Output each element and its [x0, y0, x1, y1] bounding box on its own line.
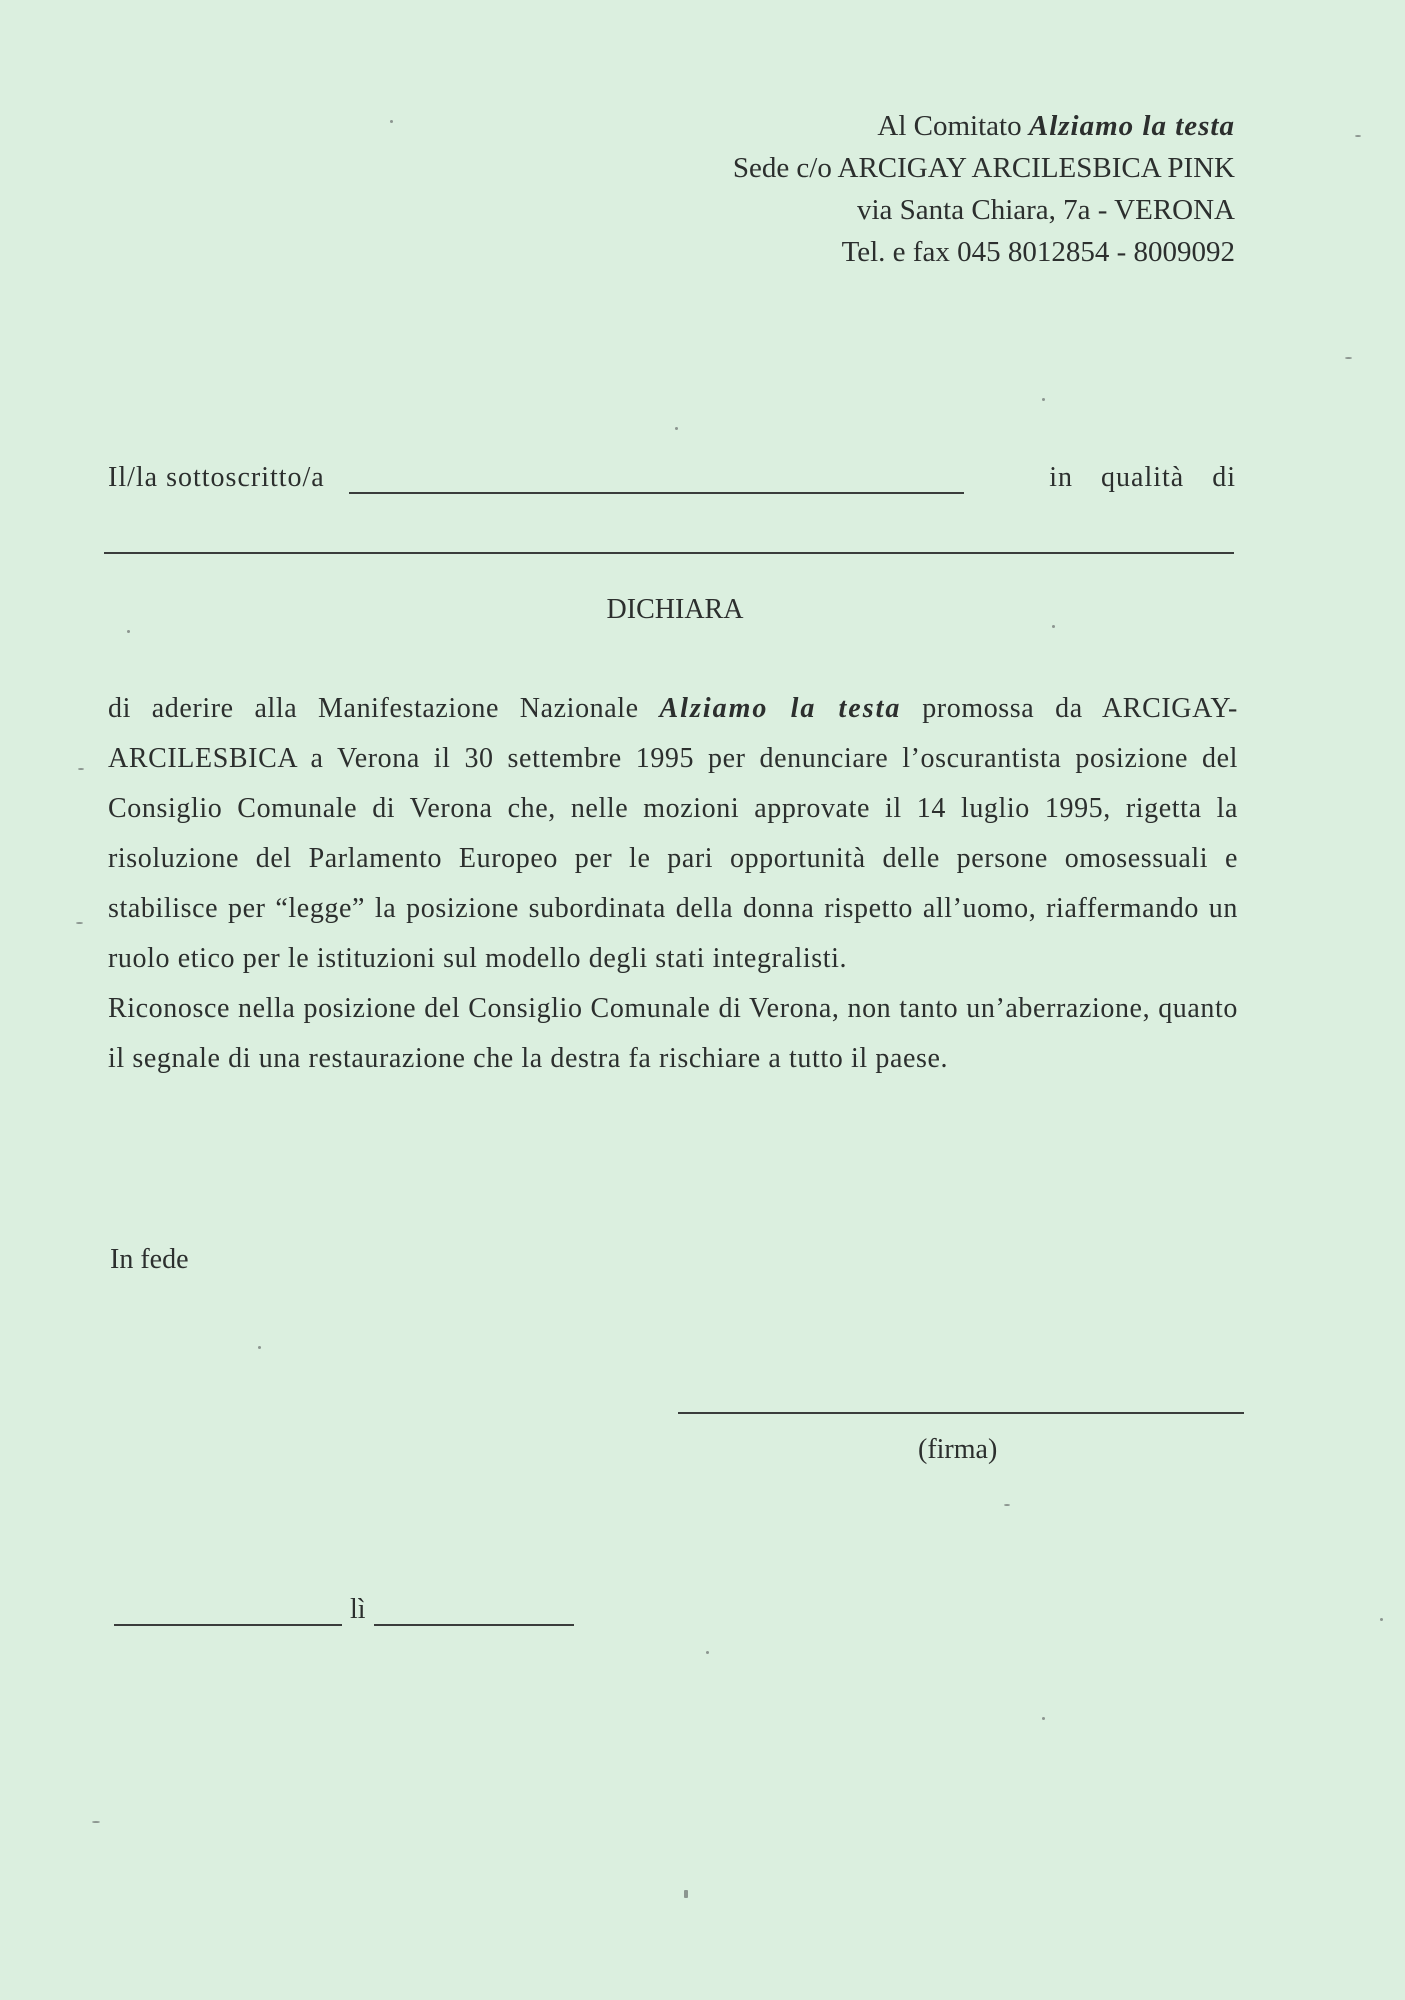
- paper-speck: [1042, 1717, 1045, 1720]
- paper-speck: [1052, 625, 1055, 628]
- paper-speck: [92, 1821, 100, 1823]
- address-committee-prefix: Al Comitato: [877, 110, 1022, 142]
- declaration-paragraph-2: Riconosce nella posizione del Consiglio Comunale di Verona, non tanto un’aberrazione, quanto il segnale di una restaurazione che la destra fa rischiare a tutto il paese.: [108, 993, 1238, 1074]
- subscriber-name-field[interactable]: [349, 466, 964, 494]
- paper-speck: [76, 922, 83, 924]
- signature-label: (firma): [918, 1434, 998, 1465]
- subscriber-row: [108, 462, 1236, 494]
- capacity-label: in qualità di: [1049, 462, 1236, 493]
- paper-speck: [706, 1651, 709, 1654]
- declaration-body: [108, 684, 1238, 1084]
- paper-speck: [1004, 1504, 1010, 1506]
- paper-speck: [1042, 398, 1045, 401]
- declaration-heading: DICHIARA: [606, 594, 744, 625]
- paper-speck: [258, 1346, 261, 1349]
- date-field[interactable]: [374, 1600, 574, 1626]
- paper-speck: [78, 768, 84, 770]
- paragraph-1-rest: promossa da ARCIGAY-ARCILESBICA a Verona il 30 settembre 1995 per denunciare l’oscurantista posizione del Consiglio Comunale di Verona che, nelle mozioni approvate il 14 luglio 1995, rigetta la risoluzione del Parlamento Europeo per le pari opportunità delle persone omosessuali e stabilisce per “legge” la posizione subordinata della donna rispetto all’uomo, riaffermando un ruolo etico per le istituzioni sul modello degli stati integralisti.: [108, 693, 1238, 974]
- signature-field[interactable]: [678, 1412, 1244, 1414]
- address-committee-name: Alziamo la testa: [1028, 110, 1235, 142]
- event-name: Alziamo la testa: [659, 693, 902, 724]
- paper-speck: [1355, 135, 1361, 137]
- subscriber-label: Il/la sottoscritto/a: [108, 462, 325, 493]
- address-line-4: Tel. e fax 045 8012854 - 8009092: [841, 236, 1235, 268]
- paper-speck: [1380, 1618, 1383, 1621]
- capacity-field[interactable]: [104, 552, 1234, 554]
- recipient-address: [535, 105, 1235, 273]
- paper-speck: [1345, 357, 1352, 359]
- place-date-row: [114, 1594, 574, 1626]
- address-line-2: Sede c/o ARCIGAY ARCILESBICA PINK: [732, 152, 1235, 184]
- paper-speck: [675, 427, 678, 430]
- place-date-separator: lì: [350, 1594, 366, 1625]
- address-line-3: via Santa Chiara, 7a - VERONA: [857, 194, 1235, 226]
- paragraph-1-intro: di aderire alla Manifestazione Nazionale: [108, 693, 639, 724]
- paper-speck: [127, 630, 130, 633]
- paper-speck: [390, 120, 393, 123]
- paper-speck: [684, 1890, 688, 1898]
- address-line-1: [535, 105, 1235, 147]
- declaration-paragraph-1: [108, 684, 1238, 984]
- closing-text: In fede: [110, 1244, 189, 1275]
- place-field[interactable]: [114, 1600, 342, 1626]
